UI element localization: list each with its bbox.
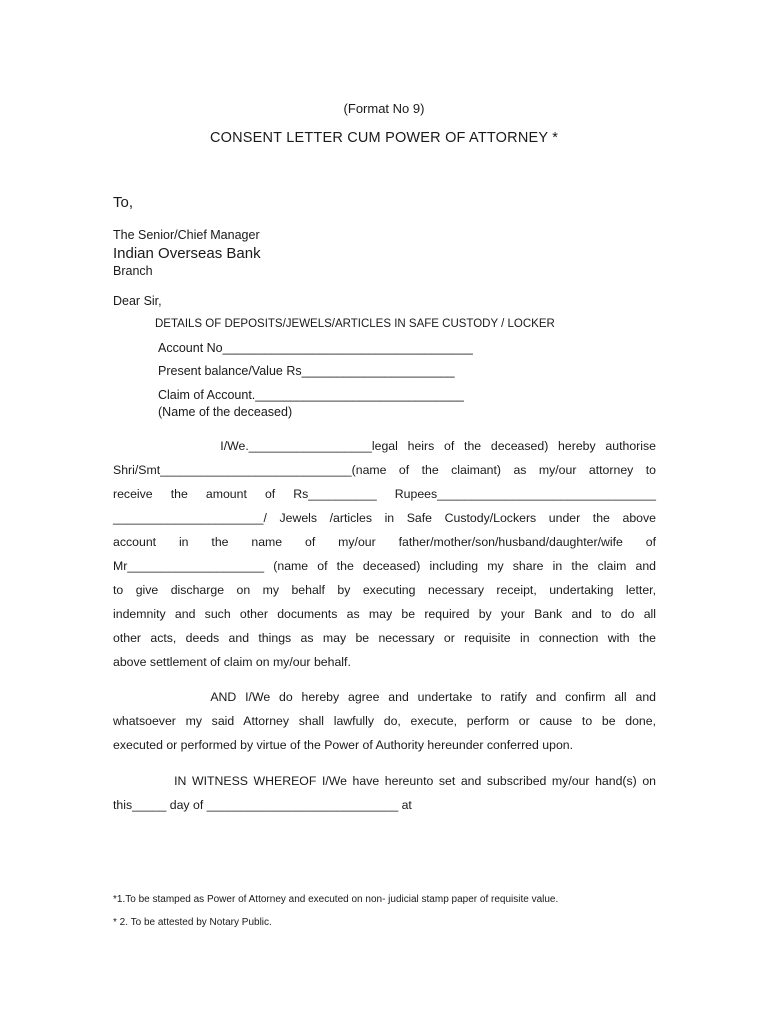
paragraph-line: this_____ day of ____________________________ at <box>113 798 412 812</box>
paragraph-line: AND I/We do hereby agree and undertake to ratify and confirm all and <box>113 690 656 704</box>
paragraph-line: indemnity and such other documents as may be required by your Bank and to do all <box>113 607 656 621</box>
format-number: (Format No 9) <box>343 101 425 116</box>
address-line-branch: Branch <box>113 264 153 278</box>
paragraph-line: other acts, deeds and things as may be necessary or requisite in connection with the <box>113 631 656 645</box>
paragraph-line: to give discharge on my behalf by executing necessary receipt, undertaking letter, <box>113 583 656 597</box>
paragraph-line: receive the amount of Rs__________ Rupees________________________________ <box>113 487 656 501</box>
paragraph-line: ______________________/ Jewels /articles in Safe Custody/Lockers under the above <box>113 511 656 525</box>
claim-of-account-field: Claim of Account.______________________________ <box>158 388 464 402</box>
account-no-field: Account No____________________________________ <box>158 341 473 355</box>
paragraph-line: executed or performed by virtue of the Power of Authority hereunder conferred upon. <box>113 738 574 752</box>
paragraph-line: above settlement of claim on my/our behalf. <box>113 655 351 669</box>
name-of-deceased-label: (Name of the deceased) <box>158 405 293 419</box>
authorisation-paragraph <box>113 434 656 674</box>
address-line-designation: The Senior/Chief Manager <box>113 228 260 242</box>
paragraph-line: account in the name of my/our father/mother/son/husband/daughter/wife of <box>113 535 656 549</box>
footnote-stamp: *1.To be stamped as Power of Attorney and executed on non- judicial stamp paper of requisite value. <box>113 894 559 905</box>
witness-paragraph <box>113 769 656 817</box>
paragraph-line: IN WITNESS WHEREOF I/We have hereunto set and subscribed my/our hand(s) on <box>113 774 656 788</box>
address-to: To, <box>113 194 134 211</box>
paragraph-line: I/We.__________________legal heirs of the deceased) hereby authorise <box>113 439 656 453</box>
present-balance-field: Present balance/Value Rs______________________ <box>158 364 455 378</box>
paragraph-line: whatsoever my said Attorney shall lawfully do, execute, perform or cause to be done, <box>113 714 656 728</box>
document-title: CONSENT LETTER CUM POWER OF ATTORNEY * <box>209 130 559 146</box>
details-heading: DETAILS OF DEPOSITS/JEWELS/ARTICLES IN SAFE CUSTODY / LOCKER <box>155 318 555 330</box>
paragraph-line: Mr____________________ (name of the deceased) including my share in the claim and <box>113 559 656 573</box>
address-line-bank: Indian Overseas Bank <box>113 245 261 262</box>
paragraph-line: Shri/Smt____________________________(name of the claimant) as my/our attorney to <box>113 463 656 477</box>
salutation: Dear Sir, <box>113 294 162 308</box>
ratification-paragraph <box>113 685 656 757</box>
footnote-notary: * 2. To be attested by Notary Public. <box>113 917 272 928</box>
